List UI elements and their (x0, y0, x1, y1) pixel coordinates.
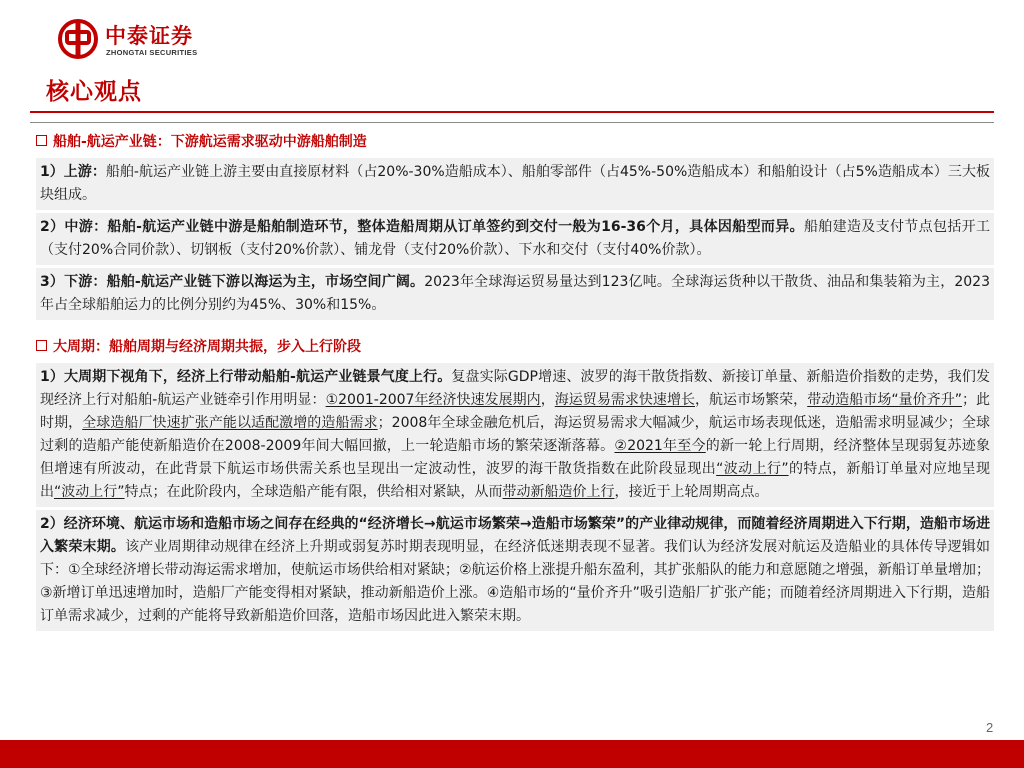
bold-text-run: 2）中游：船舶-航运产业链中游是船舶制造环节，整体造船周期从订单签约到交付一般为16-36个月，具体因船型而异。 (40, 219, 804, 235)
underlined-text-run: “波动上行” (54, 484, 125, 500)
text-run: ，航运市场繁荣， (695, 392, 808, 408)
body-paragraph (36, 268, 994, 320)
brand-name-en: ZHONGTAI SECURITIES (106, 48, 198, 57)
section-heading (36, 336, 994, 359)
section-gap (36, 323, 994, 333)
text-run: 复盘实际GDP增速、波罗的海干散货指数、新接订单量、新船造价指数的走势，我们发现经济上行对船舶-航运产业链牵引作用明显： (40, 369, 990, 408)
body-paragraph (36, 158, 994, 210)
bold-text-run: 1）大周期下视角下，经济上行带动船舶-航运产业链景气度上行。 (40, 369, 452, 385)
underlined-text-run: 全球造船厂快速扩张产能以适配激增的造船需求 (82, 415, 378, 431)
text-run: 船舶建造及支付节点包括开工（支付20%合同价款）、切钢板（支付20%价款）、铺龙骨（支付20%价款）、下水和交付（支付40%价款）。 (40, 219, 991, 258)
body-paragraph (36, 510, 994, 631)
underlined-text-run: 带动造船市场“量价齐升” (807, 392, 962, 408)
section-heading (36, 131, 994, 154)
section-heading-text: 大周期：船舶周期与经济周期共振，步入上行阶段 (53, 339, 361, 355)
checkbox-bullet-icon (36, 340, 47, 351)
bold-text-run: 3）下游：船舶-航运产业链下游以海运为主，市场空间广阔。 (40, 274, 425, 290)
body-paragraph (36, 213, 994, 265)
page-number: 2 (986, 720, 994, 735)
bold-text-run: 2）经济环境、航运市场和造船市场之间存在经典的“经济增长→航运市场繁荣→造船市场繁荣”的产业律动规律，而随着经济周期进入下行期，造船市场进入繁荣末期。 (40, 516, 990, 555)
body-paragraph (36, 363, 994, 507)
section-heading-text: 船舶-航运产业链：下游航运需求驱动中游船舶制造 (53, 134, 367, 150)
content-divider (30, 122, 994, 123)
brand-name-cn: 中泰证券 (105, 24, 193, 48)
text-run: 的特点，新船订单量对应地呈现出 (40, 461, 990, 500)
zhongtai-logo-icon (58, 19, 98, 59)
footer-bar (0, 740, 1024, 768)
text-run: ， (540, 392, 555, 408)
text-run: ；2008年全球金融危机后，海运贸易需求大幅减少，航运市场表现低迷，造船需求明显减少；全球过剩的造船产能使新船造价在2008-2009年间大幅回撤，上一轮造船市场的繁荣逐渐落幕。 (40, 415, 991, 454)
underlined-text-run: ②2021年至今 (614, 438, 706, 454)
text-run: ；此时期， (40, 392, 991, 431)
bold-text-run: 1）上游： (40, 164, 106, 180)
underlined-text-run: ①2001-2007年经济快速发展期内 (325, 392, 541, 408)
text-run: 该产业周期律动规律在经济上升期或弱复苏时期表现明显，在经济低迷期表现不显著。我们认为经济发展对航运及造船业的具体传导逻辑如下：①全球经济增长带动海运需求增加，使航运市场供给相对紧缺；②航运价格上涨提升船东盈利，其扩张船队的能力和意愿随之增强，新船订单量增加；③新增订单迅速增加时，造船厂产能变得相对紧缺，推动新船造价上涨。④造船市场的“量价齐升”吸引造船厂扩张产能；而随着经济周期进入下行期，造船订单需求减少，过剩的产能将导致新船造价回落，造船市场因此进入繁荣末期。 (40, 539, 990, 624)
checkbox-bullet-icon (36, 135, 47, 146)
text-run: 2023年全球海运贸易量达到123亿吨。全球海运货种以干散货、油品和集装箱为主，2023年占全球船舶运力的比例分别约为45%、30%和15%。 (40, 274, 990, 313)
title-divider (30, 111, 994, 113)
text-run: 船舶-航运产业链上游主要由直接原材料（占20%-30%造船成本）、船舶零部件（占45%-50%造船成本）和船舶设计（占5%造船成本）三大板块组成。 (40, 164, 990, 203)
underlined-text-run: 海运贸易需求快速增长 (554, 392, 695, 408)
underlined-text-run: 带动新船造价上行 (502, 484, 615, 500)
key-points-content (36, 128, 994, 634)
underlined-text-run: “波动上行” (716, 461, 789, 477)
company-logo (58, 18, 218, 62)
page-title: 核心观点 (46, 79, 142, 105)
text-run: ，接近于上轮周期高点。 (614, 484, 769, 500)
text-run: 的新一轮上行周期，经济整体呈现弱复苏迹象但增速有所波动，在此背景下航运市场供需关系也呈现出一定波动性，波罗的海干散货指数在此阶段显现出 (40, 438, 991, 477)
text-run: 特点；在此阶段内，全球造船产能有限，供给相对紧缺，从而 (124, 484, 503, 500)
